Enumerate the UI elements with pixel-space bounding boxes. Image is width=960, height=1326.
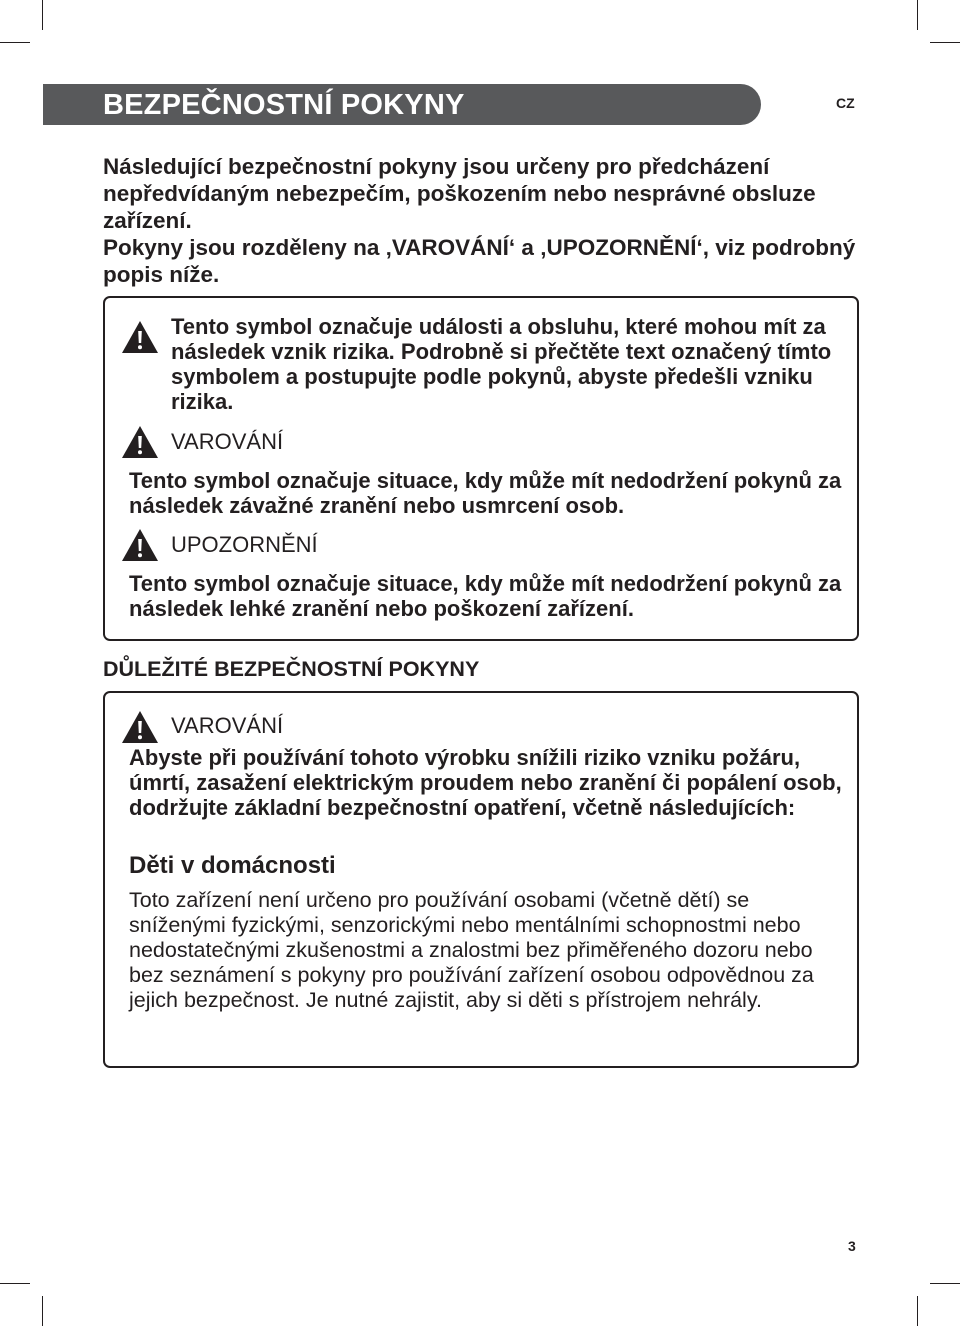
page-title: BEZPEČNOSTNÍ POKYNY bbox=[103, 89, 465, 121]
page-number: 3 bbox=[848, 1238, 856, 1254]
crop-mark bbox=[917, 1296, 918, 1326]
warning-label: VAROVÁNÍ bbox=[171, 429, 284, 454]
warning-triangle-icon bbox=[121, 320, 159, 354]
warning-triangle-icon bbox=[121, 710, 159, 744]
caution-description: Tento symbol označuje situace, kdy může mít nedodržení pokynů za následek lehké zranění nebo poškození zařízení. bbox=[129, 571, 842, 621]
crop-mark bbox=[930, 1283, 960, 1284]
symbols-explanation-box bbox=[103, 296, 859, 641]
language-code: CZ bbox=[836, 95, 855, 111]
intro-text bbox=[103, 153, 863, 288]
intro-paragraph: Pokyny jsou rozděleny na ‚VAROVÁNÍ‘ a ‚UPOZORNĚNÍ‘, viz podrobný popis níže. bbox=[103, 235, 856, 287]
crop-mark bbox=[42, 1296, 43, 1326]
crop-mark bbox=[0, 42, 30, 43]
warning-triangle-icon bbox=[121, 528, 159, 562]
important-safety-box bbox=[103, 691, 859, 1068]
children-paragraph: Toto zařízení není určeno pro používání osobami (včetně dětí) se sníženými fyzickými, senzorickými nebo mentálními schopnostmi nebo nedostatečnými zkušenostmi a znalostmi bez přiměřeného dozoru nebo bez seznámení s pokyny pro používání zařízení osobou odpovědnou za jejich bezpečnost. Je nutné zajistit, aby si děti s přístrojem nehrály. bbox=[129, 888, 814, 1012]
warning-description: Abyste při používání tohoto výrobku snížili riziko vzniku požáru, úmrtí, zasažení elektrickým proudem nebo zranění či popálení osob, dodržujte základní bezpečnostní opatření, včetně následujících: bbox=[129, 745, 842, 820]
symbol-description: Tento symbol označuje události a obsluhu, které mohou mít za následek vznik rizika. Podrobně si přečtěte text označený tímto symbolem a postupujte podle pokynů, abyste předešli vzniku rizika. bbox=[171, 314, 832, 414]
caution-label: UPOZORNĚNÍ bbox=[171, 532, 318, 557]
crop-mark bbox=[0, 1283, 30, 1284]
crop-mark bbox=[42, 0, 43, 30]
title-bar bbox=[43, 84, 761, 125]
warning-label: VAROVÁNÍ bbox=[171, 713, 284, 738]
warning-description: Tento symbol označuje situace, kdy může mít nedodržení pokynů za následek závažné zranění nebo usmrcení osob. bbox=[129, 468, 842, 518]
warning-triangle-icon bbox=[121, 425, 159, 459]
children-subheading: Děti v domácnosti bbox=[129, 852, 336, 879]
crop-mark bbox=[930, 42, 960, 43]
intro-paragraph: Následující bezpečnostní pokyny jsou určeny pro předcházení nepředvídaným nebezpečím, poškozením nebo nesprávné obsluze zařízení. bbox=[103, 154, 816, 233]
section-heading: DŮLEŽITÉ BEZPEČNOSTNÍ POKYNY bbox=[103, 657, 480, 681]
crop-mark bbox=[917, 0, 918, 30]
